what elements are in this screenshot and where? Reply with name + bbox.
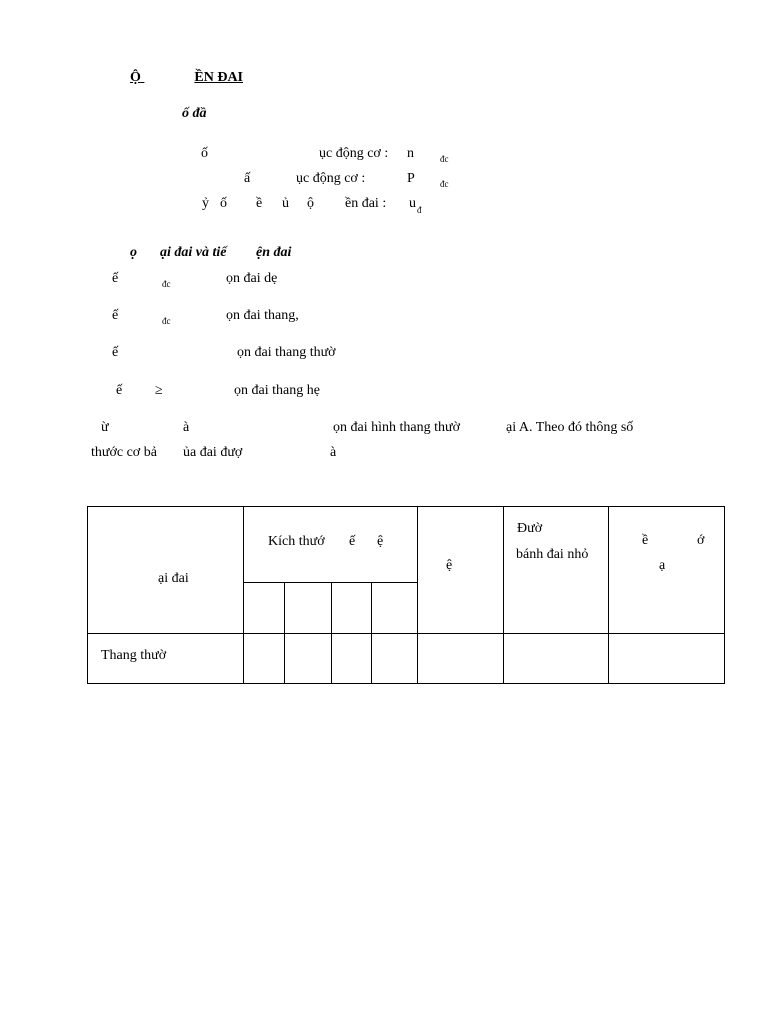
s2-item4-sym: ≥ (155, 383, 163, 398)
s1-line1-sym: n (407, 146, 414, 161)
header-diameter (504, 507, 609, 634)
dim-subcell-3 (332, 583, 372, 634)
s1-line2-sym: P (407, 171, 415, 186)
row1-dim-4 (372, 634, 418, 684)
header-belt-type (88, 507, 244, 634)
s2-item2-sub: đc (162, 316, 171, 326)
s2-item4-a: ế (116, 383, 123, 398)
header-dimensions (244, 507, 418, 583)
para-l2-b: ủa đai đượ (183, 445, 243, 460)
row1-dim-2 (285, 634, 332, 684)
header-dimensions-label-c: ệ (377, 534, 384, 549)
s2-title-c: ện đai (256, 245, 292, 260)
row1-type-label: Thang thườ (101, 648, 167, 663)
s2-item1-sub: đc (162, 279, 171, 289)
s1-line2-b: ục động cơ : (296, 171, 366, 186)
section1-title: ố đầ (182, 106, 207, 121)
row1-dim-3 (332, 634, 372, 684)
header-diameter-label-a: Đườ (517, 521, 543, 536)
header-length-label-b: ớ (697, 533, 705, 548)
s2-item3-a: ế (112, 345, 119, 360)
s2-item2-a: ế (112, 308, 119, 323)
para-l2-c: à (330, 445, 337, 460)
s2-item1-c: ọn đai dẹ (226, 271, 278, 286)
para-l2-a: thước cơ bả (91, 445, 157, 460)
row1-dim-1 (244, 634, 285, 684)
s2-item2-c: ọn đai thang, (226, 308, 299, 323)
s1-line3-a: ỷ (202, 196, 209, 211)
header-dimensions-label-b: ế (349, 534, 356, 549)
dim-subcell-2 (285, 583, 332, 634)
s1-line2-sub: đc (440, 179, 449, 189)
header-diameter-label-b: bánh đai nhỏ (516, 547, 589, 562)
heading-part2: ỀN ĐAI (194, 70, 244, 85)
row1-diameter (504, 634, 609, 684)
s2-title-b: ại đai và tiế (160, 245, 227, 260)
row1-length (609, 634, 725, 684)
header-dimensions-label: Kích thướ (268, 534, 325, 549)
header-area-label: ệ (446, 558, 453, 573)
header-length-label-a: ề (642, 533, 649, 548)
s2-item1-a: ế (112, 271, 119, 286)
s1-line1-b: ục động cơ : (319, 146, 389, 161)
s2-item4-c: ọn đai thang hẹ (234, 383, 320, 398)
row1-area (418, 634, 504, 684)
s2-item3-c: ọn đai thang thườ (237, 345, 336, 360)
header-area (418, 507, 504, 634)
para-l1-b: à (183, 420, 190, 435)
s1-line1-sub: đc (440, 154, 449, 164)
s1-line3-sym: u (409, 196, 416, 211)
s1-line3-a5: ộ (307, 196, 314, 211)
s1-line2-a: ấ (244, 171, 251, 186)
dim-subcell-1 (244, 583, 285, 634)
para-l1-d: ại A. Theo đó thông số (506, 420, 634, 435)
header-length-label-c: ạ (659, 558, 666, 573)
header-length (609, 507, 725, 634)
s1-line1-a: ố (201, 146, 208, 161)
s1-line3-a4: ủ (282, 196, 289, 211)
para-l1-c: ọn đai hình thang thườ (333, 420, 460, 435)
para-l1-a: ừ (101, 420, 109, 435)
heading-part1: Ộ (130, 70, 141, 85)
row1-type (88, 634, 244, 684)
dim-subcell-4 (372, 583, 418, 634)
s1-line3-sub: đ (417, 205, 422, 215)
s1-line3-a2: ố (220, 196, 227, 211)
s1-line3-b: ền đai : (345, 196, 387, 211)
s1-line3-a3: ề (256, 196, 263, 211)
page-heading (120, 70, 243, 86)
s2-title-a: ọ (130, 245, 137, 260)
belt-spec-table (87, 506, 725, 684)
header-belt-type-label: ại đai (158, 571, 189, 586)
